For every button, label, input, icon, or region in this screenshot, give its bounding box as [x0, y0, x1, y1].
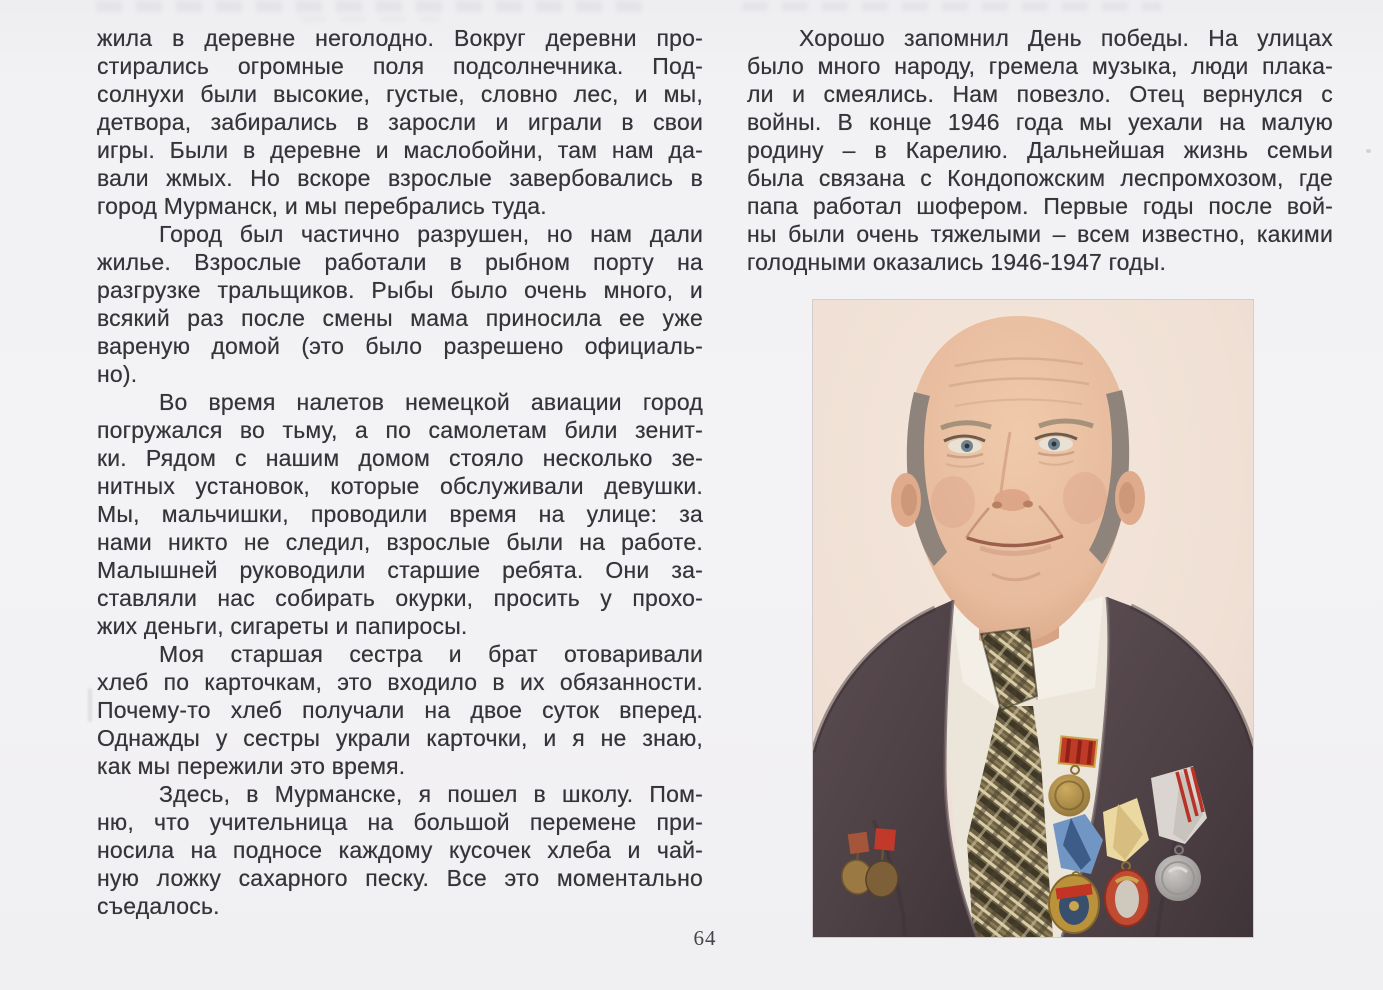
- text-line: папа работал шофером. Первые годы после вой-: [747, 193, 1333, 219]
- text-line: Во время налетов немецкой авиации город: [159, 389, 703, 415]
- page-number: 64: [693, 926, 717, 950]
- text-line: вали жмых. Но вскоре взрослые завербовались в: [97, 165, 703, 191]
- text-line: Почему-то хлеб получали на двое суток вперед.: [97, 697, 703, 723]
- text-line: войны. В конце 1946 года мы уехали на малую: [747, 109, 1333, 135]
- text-line: стирались огромные поля подсолнечника. Под-: [97, 53, 703, 79]
- text-line: Хорошо запомнил День победы. На улицах: [799, 25, 1333, 51]
- text-line: ставляли нас собирать окурки, просить у прохо-: [97, 585, 703, 611]
- text-line: погружался во тьму, а по самолетам били зенит-: [97, 417, 703, 443]
- text-line: хлеб по карточкам, это входило в их обязанности.: [97, 669, 703, 695]
- right-text-column: [747, 24, 1333, 276]
- text-line: игры. Были в деревне и маслобойни, там нам да-: [97, 137, 703, 163]
- text-line: жих деньги, сигареты и папиросы.: [97, 613, 468, 639]
- text-line: всякий раз после смены мама приносила ее уже: [97, 305, 703, 331]
- text-line: солнухи были высокие, густые, словно лес, и мы,: [97, 81, 703, 107]
- scan-artifact: [1366, 149, 1371, 153]
- text-line: Моя старшая сестра и брат отоваривали: [159, 641, 703, 667]
- scan-artifact: [300, 16, 440, 22]
- text-line: ную ложку сахарного песку. Все это моментально: [97, 865, 703, 891]
- text-line: съедалось.: [97, 893, 220, 919]
- text-line: ню, что учительница на большой перемене при-: [97, 809, 703, 835]
- paragraph: [97, 220, 703, 388]
- text-line: нами никто не следил, взрослые были на работе.: [97, 529, 703, 555]
- text-line: Мы, мальчишки, проводили время на улице: за: [97, 501, 703, 527]
- scan-artifact: [88, 688, 92, 722]
- text-line: Здесь, в Мурманске, я пошел в школу. Пом-: [159, 781, 703, 807]
- text-line: Малышней руководили старшие ребята. Они за-: [97, 557, 703, 583]
- veteran-portrait-photo: [813, 300, 1253, 937]
- text-line: город Мурманск, и мы перебрались туда.: [97, 193, 547, 219]
- text-line: ны были очень тяжелыми – всем известно, какими: [747, 221, 1333, 247]
- text-line: Город был частично разрушен, но нам дали: [159, 221, 703, 247]
- text-line: родину – в Карелию. Дальнейшая жизнь семьи: [747, 137, 1333, 163]
- scan-artifact: [742, 2, 1162, 11]
- text-line: было много народу, гремела музыка, люди плака-: [747, 53, 1333, 79]
- scan-artifact: [96, 1, 656, 12]
- text-line: была связана с Кондопожским леспромхозом, где: [747, 165, 1333, 191]
- text-line: нитных установок, которые обслуживали девушки.: [97, 473, 703, 499]
- text-line: голодными оказались 1946-1947 годы.: [747, 249, 1167, 275]
- paragraph: [747, 24, 1333, 276]
- text-line: жила в деревне неголодно. Вокруг деревни про-: [97, 25, 703, 51]
- text-line: вареную домой (это было разрешено официаль-: [97, 333, 703, 359]
- text-line: разгрузке тральщиков. Рыбы было очень много, и: [97, 277, 703, 303]
- text-line: детвора, забирались в заросли и играли в свои: [97, 109, 703, 135]
- text-line: носила на подносе каждому кусочек хлеба и чай-: [97, 837, 703, 863]
- text-line: жилье. Взрослые работали в рыбном порту на: [97, 249, 703, 275]
- left-text-column: [97, 24, 703, 920]
- text-line: Однажды у сестры украли карточки, и я не знаю,: [97, 725, 703, 751]
- text-line: как мы пережили это время.: [97, 753, 406, 779]
- paragraph: [97, 24, 703, 220]
- paragraph: [97, 640, 703, 780]
- paragraph: [97, 780, 703, 920]
- paragraph: [97, 388, 703, 640]
- text-line: ки. Рядом с нашим домом стояло несколько зе-: [97, 445, 703, 471]
- text-line: но).: [97, 361, 138, 387]
- text-line: ли и смеялись. Нам повезло. Отец вернулся с: [747, 81, 1333, 107]
